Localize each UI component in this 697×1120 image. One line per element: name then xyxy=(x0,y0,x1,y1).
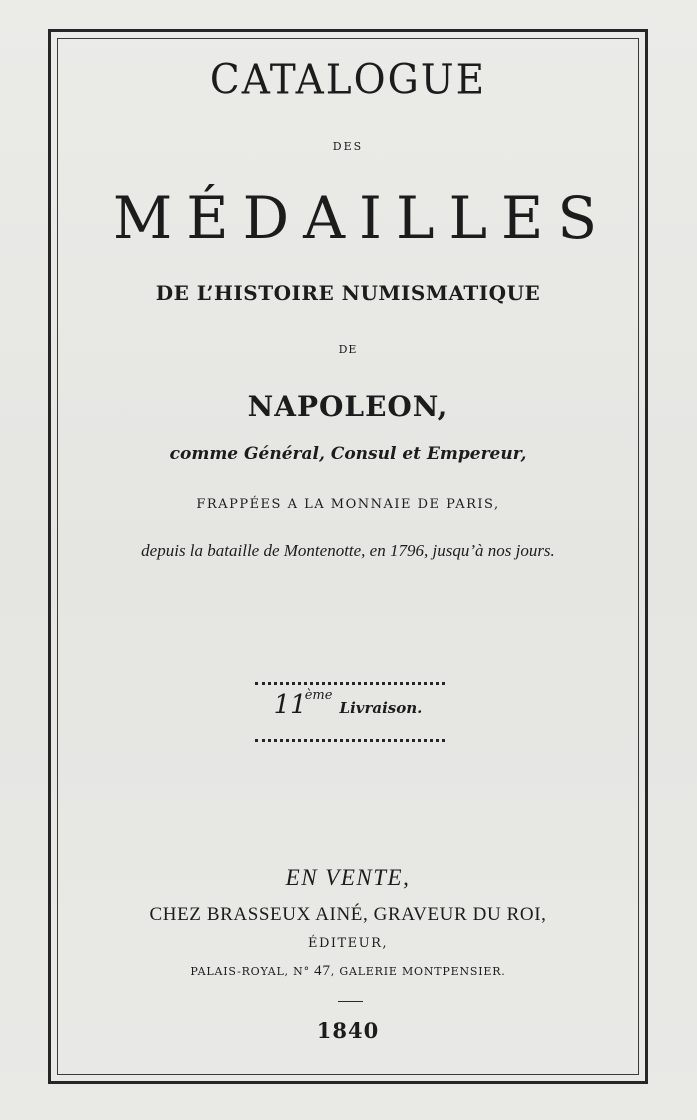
napoleon-heading: NAPOLEON, xyxy=(247,390,449,423)
livraison-superscript: ème xyxy=(304,688,333,703)
livraison-number: 11 xyxy=(273,690,307,720)
publisher-address xyxy=(57,963,639,980)
histoire-subtitle: DE L’HISTOIRE NUMISMATIQUE xyxy=(155,281,541,305)
qualites-line: comme Général, Consul et Empereur, xyxy=(169,444,527,464)
dotted-rule-bottom xyxy=(255,739,445,742)
livraison-word: Livraison. xyxy=(339,699,423,717)
medailles-heading: MÉDAILLES xyxy=(112,184,612,252)
publisher-name: CHEZ BRASSEUX AINÉ, GRAVEUR DU ROI, xyxy=(149,904,547,925)
depuis-line: depuis la bataille de Montenotte, en 1796, jusqu’à nos jours. xyxy=(141,541,555,560)
de-text: DE xyxy=(338,343,358,356)
frappees-line: FRAPPÉES A LA MONNAIE DE PARIS, xyxy=(196,497,500,512)
address-suffix: , GALERIE MONTPENSIER. xyxy=(330,965,506,978)
catalogue-heading: CATALOGUE xyxy=(209,56,487,105)
des-text: DES xyxy=(332,140,364,153)
address-prefix: PALAIS-ROYAL, N° xyxy=(190,965,315,978)
address-number: 47 xyxy=(314,963,331,979)
short-rule xyxy=(338,1001,363,1002)
livraison-label xyxy=(57,688,639,720)
en-vente-line: EN VENTE, xyxy=(285,865,411,890)
editeur-line: ÉDITEUR, xyxy=(307,936,389,951)
dotted-rule-top xyxy=(255,682,445,685)
publication-year: 1840 xyxy=(316,1018,380,1043)
